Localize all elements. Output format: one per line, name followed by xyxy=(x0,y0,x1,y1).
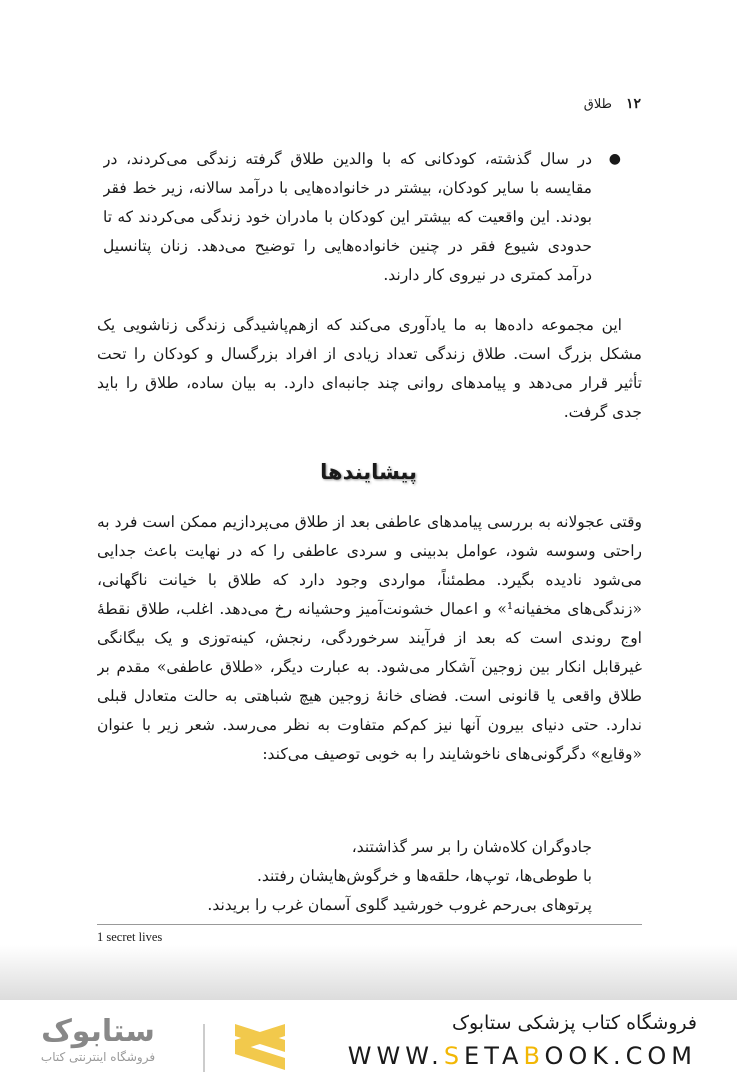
text-line: در سال گذشته، کودکانی که با والدین طلاق گرفته زندگی می‌کردند، در xyxy=(103,150,592,168)
text-line: این مجموعه داده‌ها به ما یادآوری می‌کند که ازهم‌پاشیدگی زندگی زناشویی یک xyxy=(97,316,622,334)
text-line: مشکل بزرگ است. طلاق زندگی تعداد زیادی از افراد بزرگسال و کودکان را تحت xyxy=(97,345,642,363)
text-line: اوج روندی است که بعد از فرآیند سرخوردگی، رنجش، کینه‌توزی و یک بیگانگی xyxy=(97,629,642,647)
text-line: غیرقابل انکار بین زوجین آشکار می‌شود. به عبارت دیگر، «طلاق عاطفی» مقدم بر xyxy=(97,658,642,676)
text-line: می‌شود نادیده بگیرد. مطمئناً، مواردی وجود دارد که طلاق با خیانت ناگهانی، xyxy=(97,571,642,589)
shop-url[interactable] xyxy=(348,1042,697,1070)
url-part: OOK.COM xyxy=(544,1042,697,1070)
text-line: طلاق واقعی یا قانونی است. فضای خانهٔ زوجین هیچ شباهتی به حالت متعادل قبلی xyxy=(97,687,642,705)
paragraph-3 xyxy=(97,508,642,769)
running-title: طلاق xyxy=(583,96,612,112)
page-shadow xyxy=(0,945,737,1000)
footnote: 1 secret lives xyxy=(97,930,163,944)
text-line: تأثیر قرار می‌دهد و پیامدهای روانی چند جانبه‌ای دارد. به بیان ساده، طلاق را باید xyxy=(97,374,642,392)
bullet-icon: ● xyxy=(608,151,621,167)
text-line: بودند. این واقعیت که بیشتر این کودکان با مادران خود زندگی می‌کردند که تا xyxy=(103,208,592,226)
section-heading: پیشایندها xyxy=(320,460,417,484)
poem xyxy=(97,833,592,920)
poem-line: جادوگران کلاه‌شان را بر سر گذاشتند، xyxy=(351,838,592,856)
logo-subtitle: فروشگاه اینترنتی کتاب xyxy=(40,1050,156,1064)
poem-line: با طوطی‌ها، توپ‌ها، حلقه‌ها و خرگوش‌هایشان رفتند. xyxy=(256,867,592,885)
url-part: B xyxy=(523,1042,545,1070)
text-line: درآمد کمتری در نیروی کار دارند. xyxy=(383,266,592,284)
running-header xyxy=(584,96,641,112)
text-line: وقتی عجولانه به بررسی پیامدهای عاطفی بعد از طلاق می‌پردازیم ممکن است فرد به xyxy=(97,513,642,531)
text-line: «زندگی‌های مخفیانه¹» و اعمال خشونت‌آمیز وحشیانه رخ می‌دهد. اغلب، طلاق نقطهٔ xyxy=(97,600,642,618)
shop-title: فروشگاه کتاب پزشکی ستابوک xyxy=(451,1012,697,1034)
url-part: ETA xyxy=(464,1042,524,1070)
text-line: حدودی شیوع فقر در چنین خانواده‌هایی را توضیح می‌دهد. زنان پتانسیل xyxy=(103,237,592,255)
footnote-divider xyxy=(97,924,642,925)
page-number: ۱۲ xyxy=(625,96,641,112)
text-line: جدی گرفت. xyxy=(563,403,642,421)
url-part: WWW. xyxy=(347,1042,444,1070)
text-line: «وقایع» دگرگونی‌های ناخوشایند را به خوبی توصیف می‌کند: xyxy=(262,745,642,763)
text-line: مقایسه با سایر کودکان، بیشتر در خانواده‌هایی با درآمد سالانه، زیر خط فقر xyxy=(103,179,592,197)
text-line: ندارد. حتی دنیای بیرون آنها نیز کم‌کم متفاوت به نظر می‌رسد. شعر زیر با عنوان xyxy=(97,716,642,734)
store-banner xyxy=(0,1000,737,1080)
poem-line: پرتوهای بی‌رحم غروب خورشید گلوی آسمان غرب را بریدند. xyxy=(207,896,592,914)
logo-word: ستابوک xyxy=(41,1014,155,1049)
bullet-paragraph xyxy=(103,145,592,290)
text-line: راحتی وسوسه شود، عوامل بدبینی و سردی عاطفی را که در نهایت باعث جدایی xyxy=(97,542,642,560)
paragraph-2 xyxy=(97,311,642,427)
url-part: S xyxy=(443,1042,465,1070)
